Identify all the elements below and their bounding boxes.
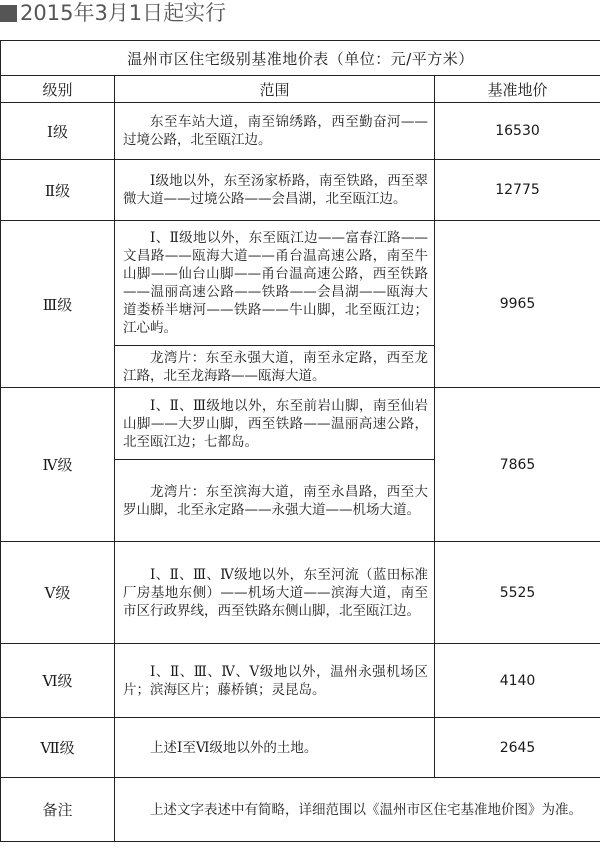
level-cell: Ⅴ级 xyxy=(1,542,115,644)
column-header-range: 范围 xyxy=(115,76,435,103)
price-cell: 9965 xyxy=(435,221,600,388)
table-row xyxy=(1,718,600,778)
range-cell: Ⅰ级地以外，东至汤家桥路，南至铁路，西至翠微大道——过境公路——会昌湖，北至瓯江边。 xyxy=(115,160,435,221)
level-cell: Ⅲ级 xyxy=(1,221,115,388)
land-price-table xyxy=(0,40,600,842)
level-cell: Ⅳ级 xyxy=(1,388,115,542)
table-title: 温州市区住宅级别基准地价表（单位：元/平方米） xyxy=(1,41,600,76)
price-cell: 12775 xyxy=(435,160,600,221)
price-cell: 7865 xyxy=(435,388,600,542)
note-text: 上述文字表述中有简略，详细范围以《温州市区住宅基准地价图》为准。 xyxy=(115,778,600,842)
price-cell: 16530 xyxy=(435,103,600,160)
range-cell: Ⅰ、Ⅱ、Ⅲ级地以外，东至前岩山脚，南至仙岩山脚——大罗山脚，西至铁路——温丽高速公路，北至瓯江边；七都岛。 xyxy=(115,388,435,460)
range-cell: 东至车站大道，南至锦绣路，西至勤奋河——过境公路，北至瓯江边。 xyxy=(115,103,435,160)
level-cell: Ⅰ级 xyxy=(1,103,115,160)
table-row xyxy=(1,388,600,460)
note-row xyxy=(1,778,600,842)
note-label: 备注 xyxy=(1,778,115,842)
level-cell: Ⅶ级 xyxy=(1,718,115,778)
price-cell: 5525 xyxy=(435,542,600,644)
column-header-level: 级别 xyxy=(1,76,115,103)
column-header-price: 基准地价 xyxy=(435,76,600,103)
effective-date-header xyxy=(0,0,600,26)
level-cell: Ⅱ级 xyxy=(1,160,115,221)
column-header-row xyxy=(1,76,600,103)
range-cell: Ⅰ、Ⅱ、Ⅲ、Ⅳ、Ⅴ级地以外，温州永强机场区片；滨海区片；藤桥镇；灵昆岛。 xyxy=(115,644,435,718)
table-row xyxy=(1,221,600,346)
table-row xyxy=(1,542,600,644)
effective-date-text: 2015年3月1日起实行 xyxy=(20,1,227,25)
table-row xyxy=(1,103,600,160)
price-cell: 4140 xyxy=(435,644,600,718)
range-cell: Ⅰ、Ⅱ级地以外，东至瓯江边——富春江路——文昌路——瓯海大道——甬台温高速公路，南至牛山脚——仙台山脚——甬台温高速公路，西至铁路——温丽高速公路——铁路——会昌湖——瓯海大道娄桥半塘河——铁路——牛山脚，北至瓯江边；江心屿。 xyxy=(115,221,435,346)
range-cell: 龙湾片：东至滨海大道，南至永昌路，西至大罗山脚，北至永定路——永强大道——机场大道。 xyxy=(115,460,435,542)
square-bullet-icon xyxy=(0,5,17,22)
range-cell: 龙湾片：东至永强大道，南至永定路，西至龙江路，北至龙海路——瓯海大道。 xyxy=(115,346,435,388)
price-cell: 2645 xyxy=(435,718,600,778)
range-cell: Ⅰ、Ⅱ、Ⅲ、Ⅳ级地以外，东至河流（蓝田标准厂房基地东侧）——机场大道——滨海大道，南至市区行政界线，西至铁路东侧山脚，北至瓯江边。 xyxy=(115,542,435,644)
table-row xyxy=(1,644,600,718)
table-row xyxy=(1,160,600,221)
level-cell: Ⅵ级 xyxy=(1,644,115,718)
range-cell: 上述Ⅰ至Ⅵ级地以外的土地。 xyxy=(115,718,435,778)
